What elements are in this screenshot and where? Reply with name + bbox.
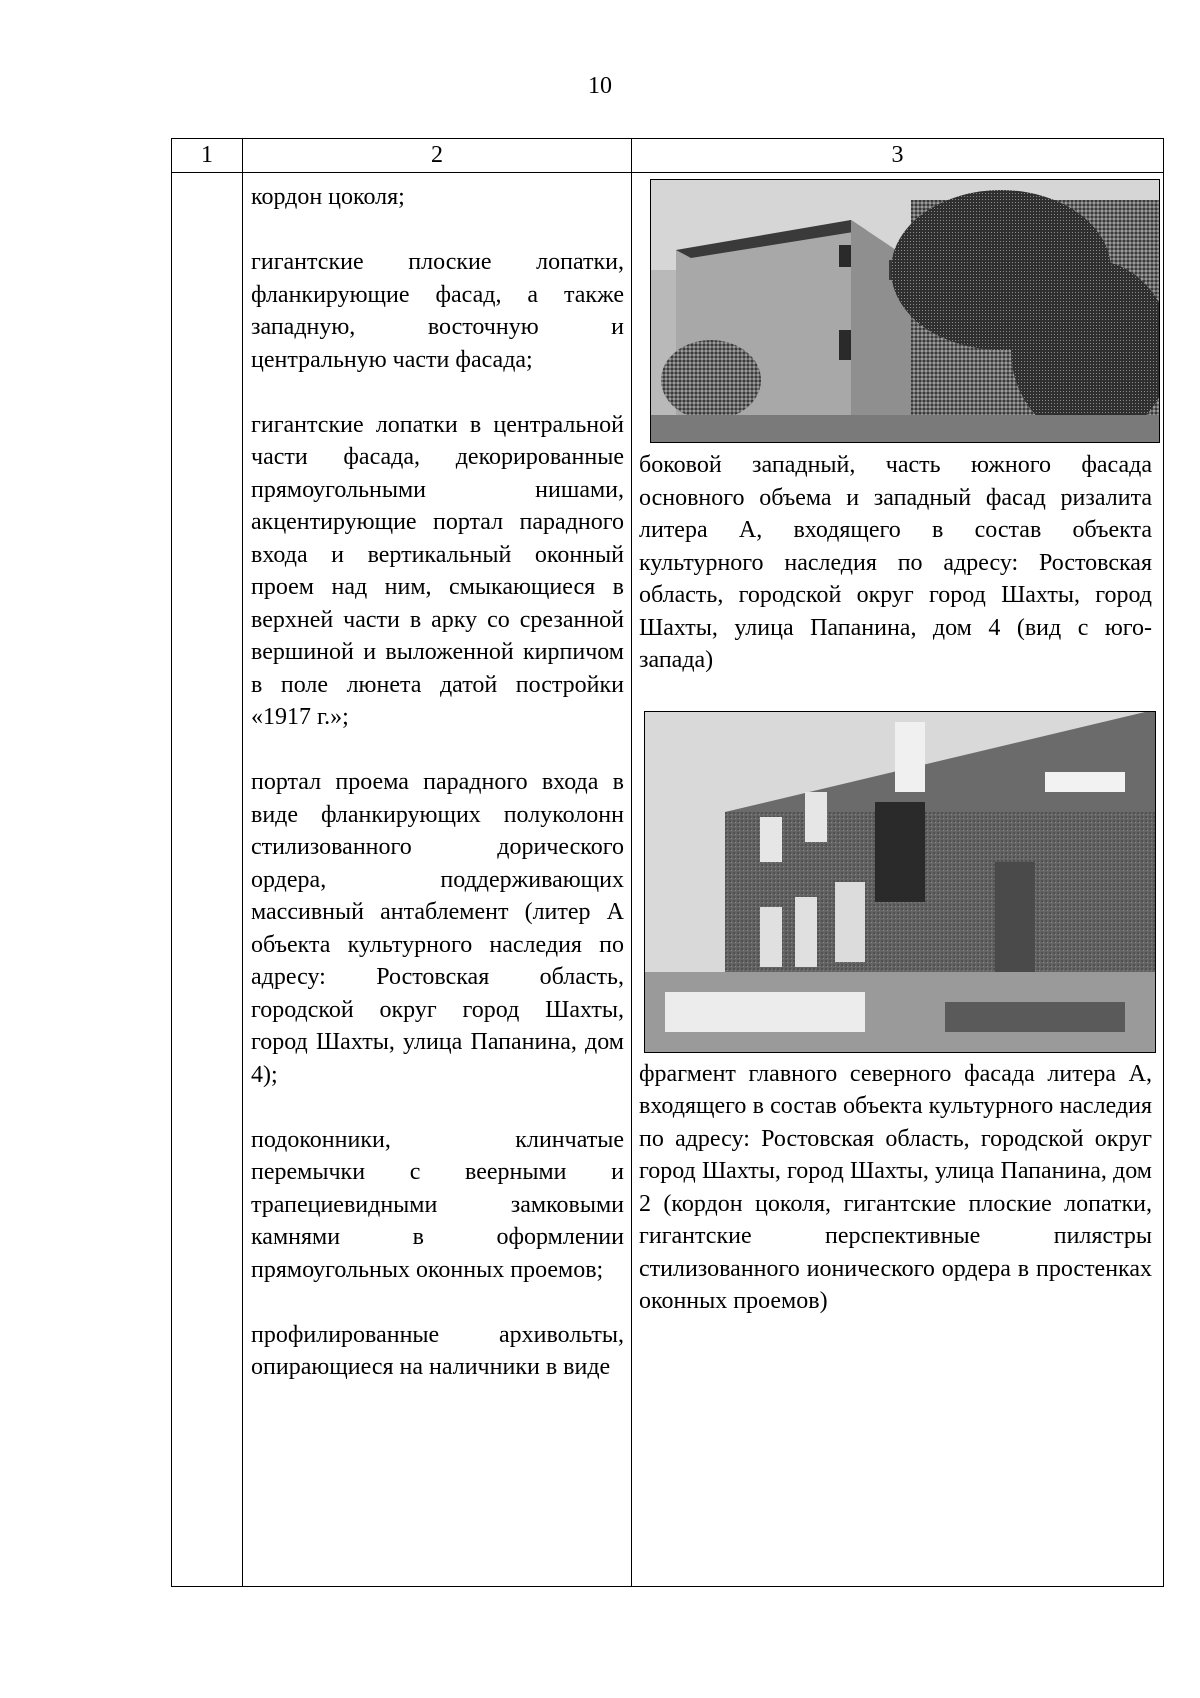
row-number-cell <box>172 173 243 1587</box>
header-col-3: 3 <box>632 139 1164 173</box>
table-header-row <box>172 139 1164 173</box>
description-paragraph-3: гигантские лопатки в центральной части фасада, декорированные прямоугольными нишами, акцентирующие портал парадного входа и вертикальный оконный проем над ним, смыкающиеся в верхней части в арку со срезанной вершиной и выложенной кирпичом в поле люнета датой постройки «1917 г.»; <box>251 411 624 730</box>
photo1-caption: боковой западный, часть южного фасада основного объема и западный фасад ризалита литера А, входящего в состав объекта культурного наследия по адресу: Ростовская область, городской округ город Шахты, город Шахты, улица Папанина, дом 4 (вид с юго-запада) <box>639 452 1152 673</box>
description-paragraph-4: портал проема парадного входа в виде фланкирующих полуколонн стилизованного дорического ордера, поддерживающих массивный антаблемент (литер А объекта культурного наследия по адресу: Ростовская область, городской округ город Шахты, город Шахты, улица Папанина, дом 4); <box>251 769 624 1088</box>
description-paragraph-2: гигантские плоские лопатки, фланкирующие фасад, а также западную, восточную и центральную части фасада; <box>251 249 624 373</box>
description-paragraph-1: кордон цоколя; <box>251 184 405 210</box>
header-col-1: 1 <box>172 139 243 173</box>
header-col-2: 2 <box>243 139 632 173</box>
description-paragraph-6: профилированные архивольты, опирающиеся на наличники в виде <box>251 1321 624 1380</box>
table-row <box>172 173 1164 1587</box>
description-cell <box>243 173 632 1587</box>
building-photo-southwest <box>650 179 1160 443</box>
page-number: 10 <box>588 73 612 99</box>
photo-cell <box>632 173 1164 1587</box>
building-photo-north-facade <box>644 711 1156 1053</box>
photo2-caption: фрагмент главного северного фасада литера А, входящего в состав объекта культурного наследия по адресу: Ростовская область, городской округ город Шахты, город Шахты, улица Папанина, дом 2 (кордон цоколя, гигантские плоские лопатки, гигантские перспективные пилястры стилизованного ионического ордера в простенках оконных проемов) <box>639 1060 1152 1314</box>
heritage-elements-table <box>171 138 1164 1587</box>
description-paragraph-5: подоконники, клинчатые перемычки с веерными и трапециевидными замковыми камнями в оформлении прямоугольных оконных проемов; <box>251 1126 624 1283</box>
